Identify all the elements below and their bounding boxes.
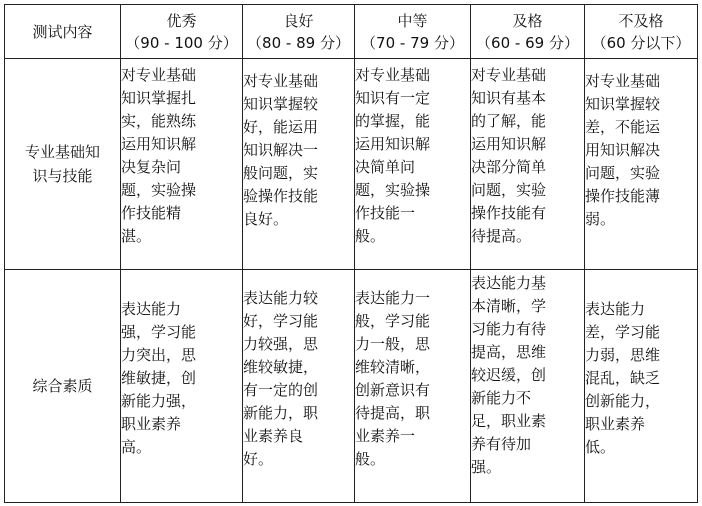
cell-line: 知识掌握较 [243, 95, 319, 113]
header-pass [471, 5, 585, 59]
cell-good [243, 59, 355, 270]
row-label-cell [5, 270, 121, 503]
cell-line: 问题，实验 [585, 164, 661, 182]
cell-line: 习能力有待 [471, 320, 547, 338]
grade-label: 不及格 [618, 11, 664, 30]
cell-line: 低。 [585, 438, 616, 456]
cell-line: 新能力不 [471, 389, 532, 407]
cell-line: 高。 [121, 438, 152, 456]
cell-line: 般，学习能 [355, 312, 431, 330]
cell-line: 待提高，职 [355, 404, 431, 422]
cell-pass [471, 59, 585, 270]
cell-line: 知识解决一 [243, 141, 319, 159]
cell-line: 待提高。 [471, 227, 532, 245]
cell-line: 维较敏捷， [243, 358, 319, 376]
cell-line: 问题，实验 [471, 181, 547, 199]
cell-line: 好，能运用 [243, 118, 319, 136]
cell-line: 运用知识解 [121, 135, 197, 153]
cell-fail [585, 59, 698, 270]
score-range: （90 - 100 分） [125, 33, 238, 52]
cell-line: 创新意识有 [355, 381, 431, 399]
score-range: （60 - 69 分） [476, 33, 579, 52]
cell-line: 表达能力 [585, 300, 646, 318]
cell-fail [585, 270, 698, 503]
cell-line: 力突出，思 [121, 346, 197, 364]
cell-line: 本清晰，学 [471, 297, 547, 315]
cell-line: 有一定的创 [243, 381, 319, 399]
row-label-line: 专业基础知 [24, 143, 100, 161]
cell-line: 力一般，思 [355, 335, 431, 353]
header-fail [585, 5, 698, 59]
cell-line: 作技能精 [121, 204, 182, 222]
cell-line: 决复杂问 [121, 158, 182, 176]
grade-label: 优秀 [166, 11, 197, 30]
cell-medium [355, 59, 471, 270]
cell-line: 对专业基础 [121, 66, 197, 84]
table-row-professional-knowledge [5, 59, 698, 270]
grade-label: 及格 [512, 11, 543, 30]
cell-line: 运用知识解 [471, 135, 547, 153]
cell-line: 表达能力一 [355, 289, 431, 307]
header-excellent [121, 5, 243, 59]
cell-line: 强。 [471, 458, 502, 476]
cell-line: 知识掌握较 [585, 95, 661, 113]
grading-criteria-table [4, 4, 698, 503]
cell-line: 般问题，实 [243, 164, 319, 182]
cell-excellent [121, 270, 243, 503]
cell-line: 维敏捷，创 [121, 369, 197, 387]
cell-line: 职业素养 [585, 415, 646, 433]
header-row [5, 5, 698, 59]
cell-line: 般。 [355, 450, 386, 468]
cell-line: 知识有一定 [355, 89, 431, 107]
cell-line: 用知识解决 [585, 141, 661, 159]
cell-line: 操作技能薄 [585, 187, 661, 205]
cell-line: 对专业基础 [355, 66, 431, 84]
cell-line: 的掌握，能 [355, 112, 431, 130]
cell-line: 表达能力 [121, 300, 182, 318]
header-medium [355, 5, 471, 59]
cell-line: 操作技能有 [471, 204, 547, 222]
cell-medium [355, 270, 471, 503]
row-label-line: 识与技能 [32, 167, 93, 185]
grade-label: 良好 [283, 11, 314, 30]
cell-line: 业素养一 [355, 427, 416, 445]
cell-line: 维较清晰， [355, 358, 431, 376]
cell-line: 作技能一 [355, 204, 416, 222]
cell-line: 表达能力基 [471, 274, 547, 292]
cell-line: 力弱，思维 [585, 346, 661, 364]
cell-line: 混乱，缺乏 [585, 369, 661, 387]
cell-line: 题，实验操 [355, 181, 431, 199]
cell-line: 运用知识解 [355, 135, 431, 153]
cell-line: 的了解，能 [471, 112, 547, 130]
cell-line: 实，能熟练 [121, 112, 197, 130]
cell-line: 对专业基础 [471, 66, 547, 84]
cell-line: 力较强，思 [243, 335, 319, 353]
header-good [243, 5, 355, 59]
cell-line: 创新能力， [585, 392, 661, 410]
cell-excellent [121, 59, 243, 270]
row-label-cell [5, 59, 121, 270]
cell-line: 好，学习能 [243, 312, 319, 330]
corner-label: 测试内容 [32, 22, 93, 41]
cell-line: 决简单问 [355, 158, 416, 176]
cell-line: 业素养良 [243, 427, 304, 445]
cell-line: 较迟缓，创 [471, 366, 547, 384]
cell-line: 强，学习能 [121, 323, 197, 341]
cell-line: 足，职业素 [471, 412, 547, 430]
score-range: （80 - 89 分） [247, 33, 350, 52]
cell-line: 新能力，职 [243, 404, 319, 422]
cell-line: 养有待加 [471, 435, 532, 453]
cell-line: 差，学习能 [585, 323, 661, 341]
cell-line: 新能力强， [121, 392, 197, 410]
cell-line: 湛。 [121, 227, 152, 245]
cell-line: 知识掌握扎 [121, 89, 197, 107]
grade-label: 中等 [397, 11, 428, 30]
cell-line: 题，实验操 [121, 181, 197, 199]
cell-line: 职业素养 [121, 415, 182, 433]
score-range: （70 - 79 分） [361, 33, 464, 52]
cell-line: 良好。 [243, 210, 289, 228]
cell-good [243, 270, 355, 503]
cell-line: 般。 [355, 227, 386, 245]
cell-line: 对专业基础 [243, 72, 319, 90]
score-range: （60 分以下） [591, 33, 691, 52]
cell-line: 决部分简单 [471, 158, 547, 176]
row-label-line: 综合素质 [32, 377, 93, 395]
cell-line: 对专业基础 [585, 72, 661, 90]
cell-line: 弱。 [585, 210, 616, 228]
cell-line: 好。 [243, 450, 274, 468]
cell-line: 差，不能运 [585, 118, 661, 136]
cell-line: 验操作技能 [243, 187, 319, 205]
cell-line: 知识有基本 [471, 89, 547, 107]
table-row-comprehensive-quality [5, 270, 698, 503]
cell-line: 表达能力较 [243, 289, 319, 307]
cell-line: 提高，思维 [471, 343, 547, 361]
corner-header-cell [5, 5, 121, 59]
cell-pass [471, 270, 585, 503]
